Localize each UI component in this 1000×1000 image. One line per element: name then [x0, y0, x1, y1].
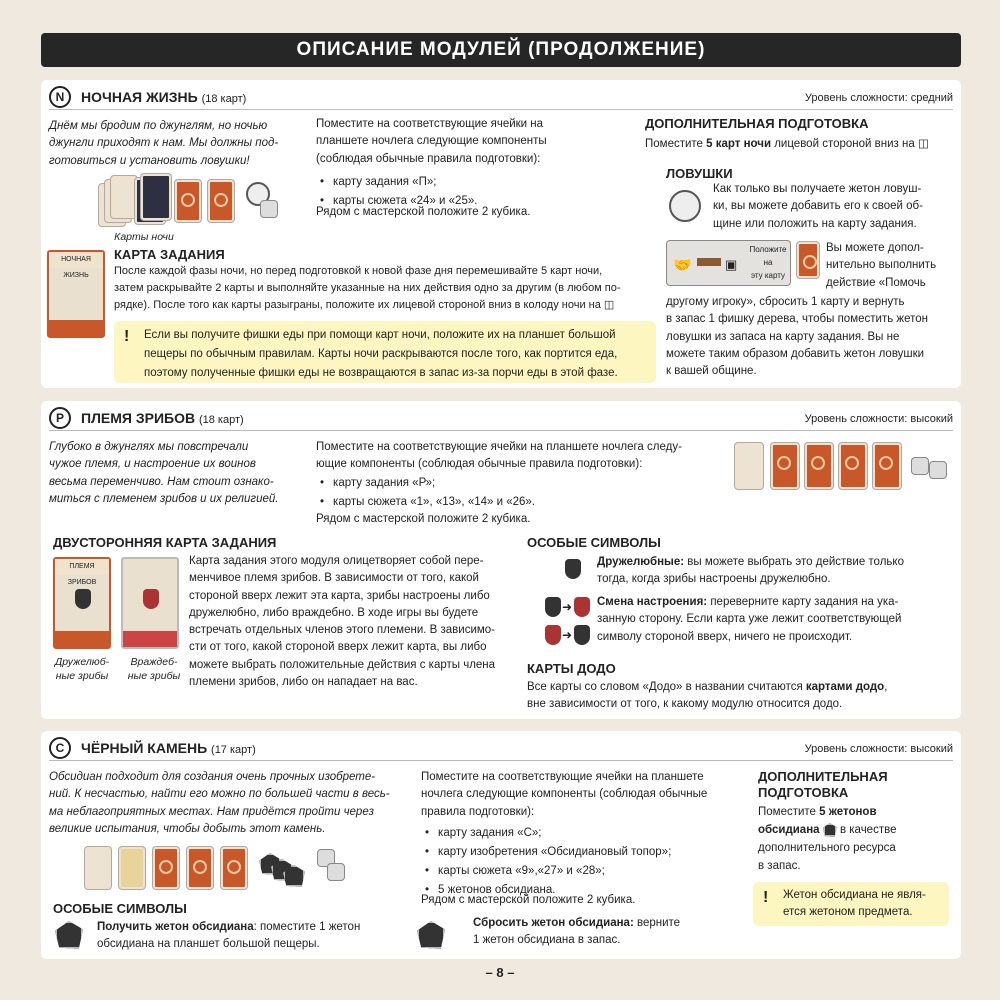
card-discard-icon: ▣ — [725, 257, 738, 272]
help-action-panel — [666, 240, 791, 286]
drop-obsidian-text: Сбросить жетон обсидиана: верните 1 жетон обсидиана в запас. — [473, 917, 681, 947]
flavor-text: Обсидиан подходит для создания очень прочных изобрете- ний. К несчастью, найти его можно по большей части в весь- ма неблагоприятных местах. Нам придётся пройти через великие испытания, чтобы добыть этот камень. — [49, 771, 390, 835]
flavor-text: Днём мы бродим по джунглям, но ночью джунгли приходят к нам. Мы должны под- готовиться и установить ловушки! — [49, 120, 279, 167]
dice-instruction: Рядом с мастерской положите 2 кубика. — [316, 513, 531, 525]
friendly-symbol-text: Дружелюбные: вы можете выбрать это действие только тогда, когда зрибы настроены дружелюбно. — [597, 556, 904, 586]
double-card-heading: ДВУСТОРОННЯЯ КАРТА ЗАДАНИЯ — [53, 535, 277, 550]
module-black-stone — [41, 731, 961, 959]
get-obsidian-icon — [55, 921, 83, 949]
dodo-text: Все карты со словом «Додо» в названии считаются картами додо, вне зависимости от того, к какому модулю относится додо. — [527, 681, 888, 711]
setup-item: • карты сюжета «1», «13», «14» и «26». — [320, 493, 535, 512]
dodo-heading: КАРТЫ ДОДО — [527, 661, 616, 676]
mood-symbol-text: Смена настроения: переверните карту задания на ука- занную сторону. Если карта уже лежит соответствующей символу стороной вверх, ничего не происходит. — [597, 596, 902, 643]
hostile-caption: Враждеб- ные зрибы — [127, 656, 181, 682]
trap-token-icon — [669, 190, 701, 222]
special-symbols-heading: ОСОБЫЕ СИМВОЛЫ — [53, 901, 187, 916]
setup-item: • 5 жетонов обсидиана. — [425, 881, 671, 900]
setup-item: • карту задания «П»; — [320, 173, 477, 192]
traps-heading: ЛОВУШКИ — [666, 166, 733, 181]
module-letter-badge: C — [49, 737, 71, 759]
drop-obsidian-icon — [417, 921, 445, 949]
module-header — [49, 407, 953, 431]
setup-text: Поместите на соответствующие ячейки на планшете ночлега следующие компоненты (соблюдая обычные правила подготовки): — [421, 771, 708, 818]
setup-item: • карту задания «С»; — [425, 824, 671, 843]
warning-note: ! Если вы получите фишки еды при помощи карт ночи, положите их на планшет большой пещеры по обычным правилам. Карты ночи раскрываются после того, как портится еда, поэтому полученные фишки еды не возвращаются в запас из-за порчи еды в этой фазе. — [114, 321, 656, 383]
difficulty-level: Уровень сложности: высокий — [804, 413, 953, 425]
setup-item: • карты сюжета «9»,«27» и «28»; — [425, 862, 671, 881]
traps-text-2: Вы можете допол- нительно выполнить действие «Помочь — [826, 242, 937, 289]
task-card-text: После каждой фазы ночи, но перед подготовкой к новой фазе дня перемешивайте 5 карт ночи, затем раскрывайте 2 карты и выполняйте указанные на них действия одно за другим (в любом по- рядке). После того как карты разыграны, положите их лицевой стороной вниз в колоду ночи на ◫ — [114, 265, 621, 311]
extra-setup-text: Поместите 5 карт ночи лицевой стороной вниз на ◫ — [645, 138, 929, 150]
die-icon — [911, 457, 929, 475]
extra-setup-heading: ДОПОЛНИТЕЛЬНАЯ ПОДГОТОВКА — [758, 769, 888, 800]
extra-setup-text: Поместите 5 жетонов обсидиана в качестве дополнительного ресурса в запас. — [758, 806, 897, 872]
module-header — [49, 86, 953, 110]
setup-item: • карты сюжета «24» и «25». — [320, 192, 477, 211]
warning-note: ! Жетон обсидиана не явля- ется жетоном предмета. — [753, 882, 949, 926]
setup-list — [425, 824, 671, 900]
setup-item: • карту изобретения «Обсидиановый топор»; — [425, 843, 671, 862]
friendly-mask-icon — [565, 559, 581, 579]
module-night-life — [41, 80, 961, 388]
friendly-caption: Дружелюб- ные зрибы — [54, 656, 110, 682]
cards-caption: Карты ночи — [114, 231, 174, 243]
double-card-text: Карта задания этого модуля олицетворяет собой пере- менчивое племя зрибов. В зависимости от того, какой стороной вверх лежит эта карта, зрибы настроены либо дружелюбно, либо враждебно. В ходе игры вы будете встречать отдельных членов этого племени. В зависимо- сти от того, какой стороной вверх лежит карта, вы либо можете выбрать положительные действия с карты члена племени зрибов, либо он нападает на вас. — [189, 555, 496, 688]
die-icon — [929, 461, 947, 479]
exclamation-icon: ! — [763, 889, 769, 906]
page-banner: ОПИСАНИЕ МОДУЛЕЙ (ПРОДОЛЖЕНИЕ) — [41, 33, 961, 67]
difficulty-level: Уровень сложности: высокий — [804, 743, 953, 755]
page-number: – 8 – — [485, 965, 515, 980]
module-letter-badge: P — [49, 407, 71, 429]
module-title: НОЧНАЯ ЖИЗНЬ (18 карт) — [81, 89, 247, 105]
wood-icon — [697, 258, 721, 266]
obsidian-token-icon — [823, 823, 837, 837]
handshake-icon: 🤝 — [673, 257, 692, 274]
night-deck-icon: ◫ — [917, 138, 929, 150]
setup-text: Поместите на соответствующие ячейки на планшете ночлега следу- ющие компоненты (соблюдая обычные правила подготовки): — [316, 441, 682, 471]
module-header — [49, 737, 953, 761]
traps-text: Как только вы получаете жетон ловуш- ки, вы можете добавить его к своей об- щине или положить на карту задания. — [713, 183, 923, 230]
special-symbols-heading: ОСОБЫЕ СИМВОЛЫ — [527, 535, 661, 550]
friendly-card-image: ПЛЕМЯ ЗРИБОВ — [53, 557, 111, 649]
exclamation-icon: ! — [124, 328, 130, 345]
difficulty-level: Уровень сложности: средний — [804, 92, 953, 104]
hostile-card-image — [121, 557, 179, 649]
extra-setup-heading: ДОПОЛНИТЕЛЬНАЯ ПОДГОТОВКА — [645, 116, 869, 131]
flavor-text: Глубоко в джунглях мы повстречали чужое племя, и настроение их воинов весьма переменчиво. Нам стоит ознако- миться с племенем зрибов и их религией. — [49, 441, 279, 505]
traps-text-3: другому игроку», сбросить 1 карту и вернуть в запас 1 фишку дерева, чтобы поместить жетон ловушки из запаса на карту задания. Вы не можете таким образом добавить жетон ловушки к вашей общине. — [666, 296, 928, 377]
setup-item: • карту задания «Р»; — [320, 474, 535, 493]
module-title: ЧЁРНЫЙ КАМЕНЬ (17 карт) — [81, 740, 256, 756]
dice-instruction: Рядом с мастерской положите 2 кубика. — [421, 894, 636, 906]
module-title: ПЛЕМЯ ЗРИБОВ (18 карт) — [81, 410, 244, 426]
task-card-image: НОЧНАЯ ЖИЗНЬ — [47, 250, 105, 338]
night-deck-icon: ◫ — [603, 299, 615, 311]
module-zrib-tribe: P ПЛЕМЯ ЗРИБОВ (18 карт) Уровень сложности: высокий Глубоко в джунглях мы повстречали чужое племя, и настроение их воинов весьма переменчиво. Нам стоит ознако- миться с племенем зрибов и их религией. Поместите на соответствующие ячейки на планшете ночлега следу- ющие компоненты (соблюдая обычные правила подготовки): • карту задания «Р»; • карты сюжета «1», «13», «14» и «26». Рядом с мастерской положите 2 кубика. ДВУСТОРОННЯЯ КАРТА ЗАДАНИЯ ПЛЕМЯ ЗРИБОВ Дружелюб- ные зрибы Враждеб- ные зрибы Карта задания этого модуля олицетворяет собой пере- менчивое племя зрибов. В зависимости от того, какой стороной вверх лежит эта карта, зрибы настроены либо дружелюбно, либо враждебно. В ходе игры вы будете встречать отдельных членов этого племени. В зависимо- сти от того, какой стороной вверх лежит карта, вы либо можете выбрать положительные действия с карты члена племени зрибов, либо он нападает на вас. ОСОБЫЕ СИМВОЛЫ Дружелюбные: вы можете выбрать это действие только тогда, когда зрибы настроены дружелюбно. ➜ ➜ Смена настроения: переверните карту задания на ука- занную сторону. Если карта уже лежит соответствующей символу стороной вверх, ничего не происходит. КАРТЫ ДОДО Все карты со словом «Додо» в названии считаются картами додо, вне зависимости от того, к какому модулю относится додо. — [41, 401, 961, 719]
module-letter-badge: N — [49, 86, 71, 108]
die-icon — [260, 200, 278, 218]
setup-list — [320, 474, 535, 512]
action-label: Положите на эту карту — [749, 245, 787, 280]
setup-text: Поместите на соответствующие ячейки на планшете ночлега следующие компоненты (соблюдая обычные правила подготовки): — [316, 118, 547, 165]
task-card-heading: КАРТА ЗАДАНИЯ — [114, 247, 225, 262]
die-icon — [327, 863, 345, 881]
get-obsidian-text: Получить жетон обсидиана: поместите 1 жетон обсидиана на планшет большой пещеры. — [97, 921, 361, 951]
dice-instruction: Рядом с мастерской положите 2 кубика. — [316, 206, 531, 218]
